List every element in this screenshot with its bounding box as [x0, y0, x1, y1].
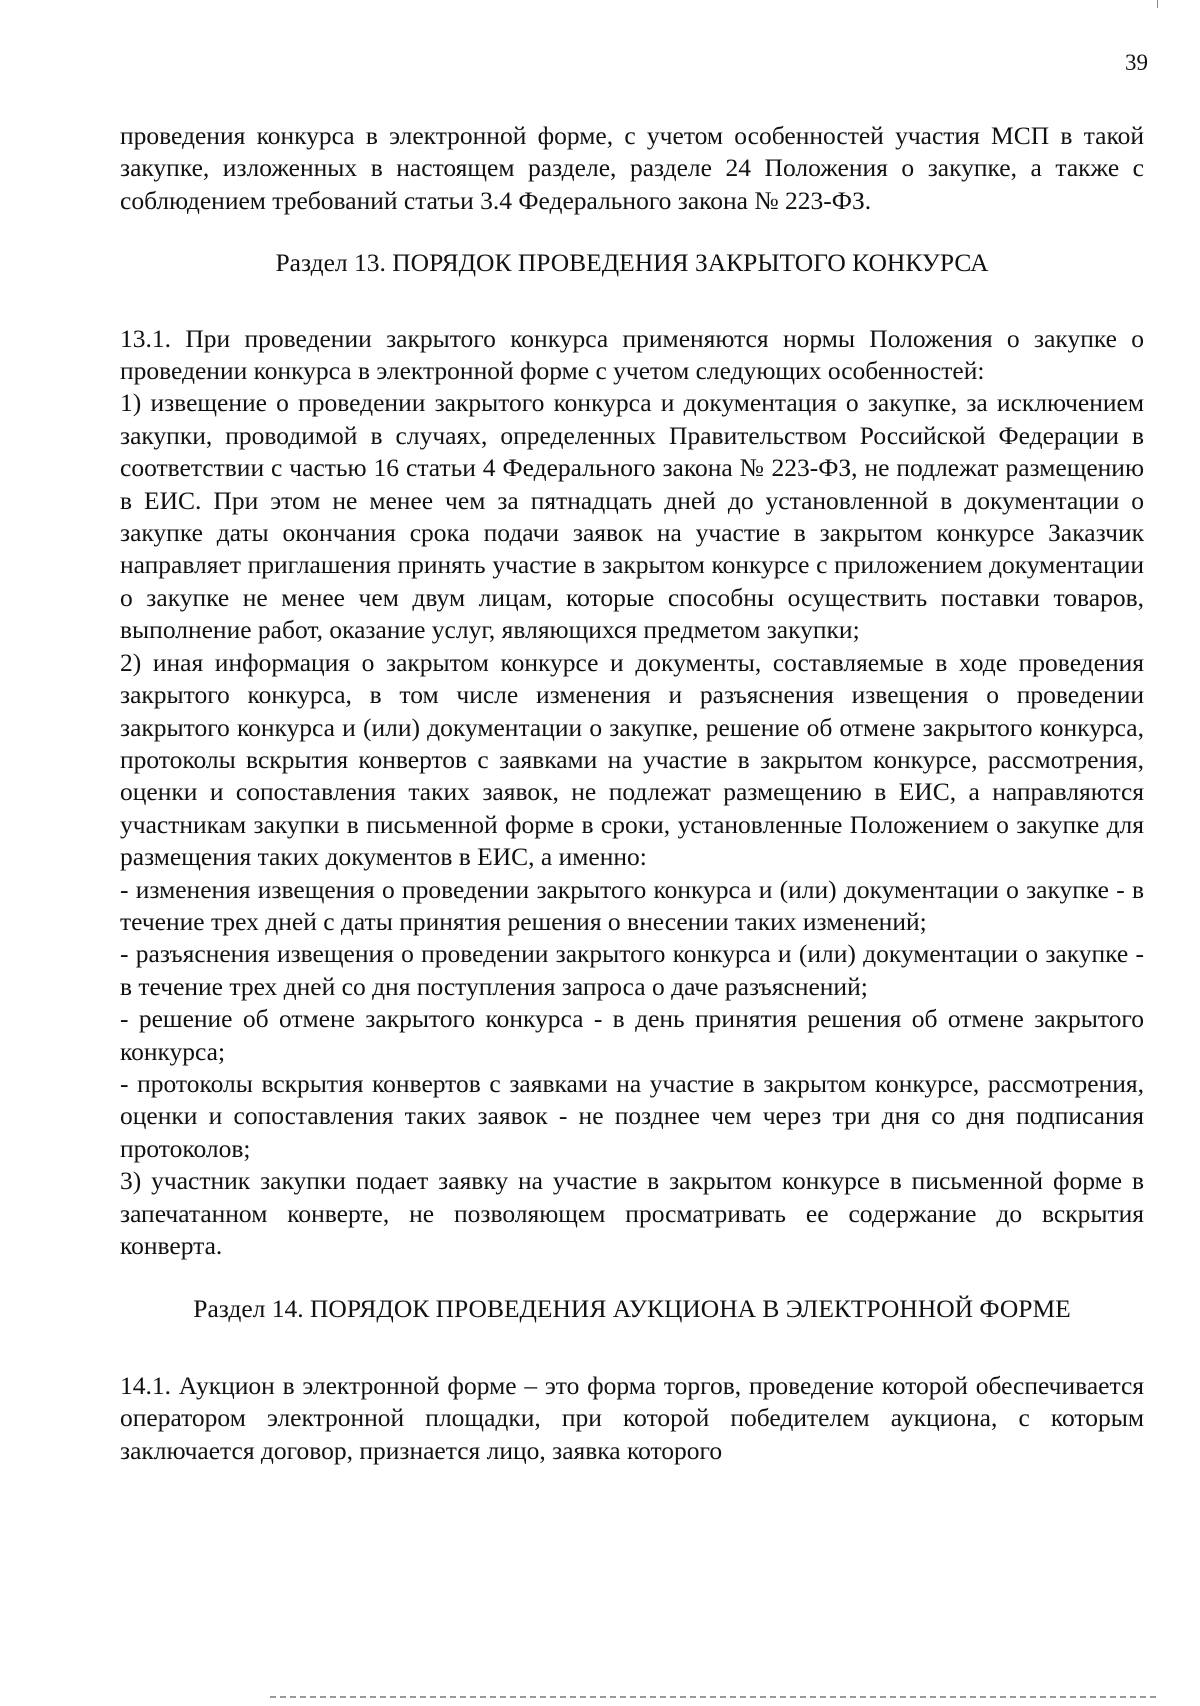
page-number: 39	[1125, 50, 1148, 75]
clause-13-1-item-1: 1) извещение о проведении закрытого конкурса и документация о закупке, за исключением закупки, проводимой в случаях, определенных Правительством Российской Федерации в соответствии с частью 16 статьи 4 Федерального закона № 223-ФЗ, не подлежат размещению в ЕИС. При этом не менее чем за пятнадцать дней до установленной в документации о закупке даты окончания срока подачи заявок на участие в закрытом конкурсе Заказчик направляет приглашения принять участие в закрытом конкурсе с приложением документации о закупке не менее чем двум лицам, которые способны осуществить поставки товаров, выполнение работ, оказание услуг, являющихся предметом закупки;	[120, 388, 1144, 645]
clause-13-1-item-2: 2) иная информация о закрытом конкурсе и документы, составляемые в ходе проведения закрытого конкурса, в том числе изменения и разъяснения извещения о проведении закрытого конкурса и (или) документации о закупке, решение об отмене закрытого конкурса, протоколы вскрытия конвертов с заявками на участие в закрытом конкурсе, рассмотрения, оценки и сопоставления таких заявок, не подлежат размещению в ЕИС, а направляются участникам закупки в письменной форме в сроки, установленные Положением о закупке для размещения таких документов в ЕИС, а именно:	[120, 647, 1144, 872]
clause-13-1: 13.1. При проведении закрытого конкурса применяются нормы Положения о закупке о проведении конкурса в электронной форме с учетом следующих особенностей:	[120, 323, 1144, 386]
section-14-heading: Раздел 14. ПОРЯДОК ПРОВЕДЕНИЯ АУКЦИОНА В ЭЛЕКТРОННОЙ ФОРМЕ	[193, 1294, 1071, 1324]
scan-edge-mark	[1157, 0, 1158, 8]
dash-item-clarifications: - разъяснения извещения о проведении закрытого конкурса и (или) документации о закупке - в течение трех дней со дня поступления запроса о даче разъяснений;	[120, 939, 1144, 1001]
intro-paragraph: проведения конкурса в электронной форме, с учетом особенностей участия МСП в такой закупке, изложенных в настоящем разделе, разделе 24 Положения о закупке, а также с соблюдением требований статьи 3.4 Федерального закона № 223-ФЗ.	[120, 121, 1144, 215]
dash-item-changes: - изменения извещения о проведении закрытого конкурса и (или) документации о закупке - в течение трех дней с даты принятия решения о внесении таких изменений;	[120, 874, 1144, 936]
clause-14-1: 14.1. Аукцион в электронной форме – это форма торгов, проведение которой обеспечивается оператором электронной площадки, при которой победителем аукциона, с которым заключается договор, признается лицо, заявка которого	[120, 1370, 1144, 1465]
dash-item-cancellation: - решение об отмене закрытого конкурса - в день принятия решения об отмене закрытого конкурса;	[120, 1004, 1144, 1066]
document-body	[120, 120, 1144, 1467]
dash-item-protocols: - протоколы вскрытия конвертов с заявками на участие в закрытом конкурсе, рассмотрения, оценки и сопоставления таких заявок - не позднее чем через три дня со дня подписания протоколов;	[120, 1068, 1144, 1163]
clause-13-1-item-3: 3) участник закупки подает заявку на участие в закрытом конкурсе в письменной форме в запечатанном конверте, не позволяющем просматривать ее содержание до вскрытия конверта.	[120, 1166, 1144, 1260]
section-13-heading: Раздел 13. ПОРЯДОК ПРОВЕДЕНИЯ ЗАКРЫТОГО КОНКУРСА	[275, 248, 989, 278]
scan-bottom-line	[270, 1696, 1156, 1698]
